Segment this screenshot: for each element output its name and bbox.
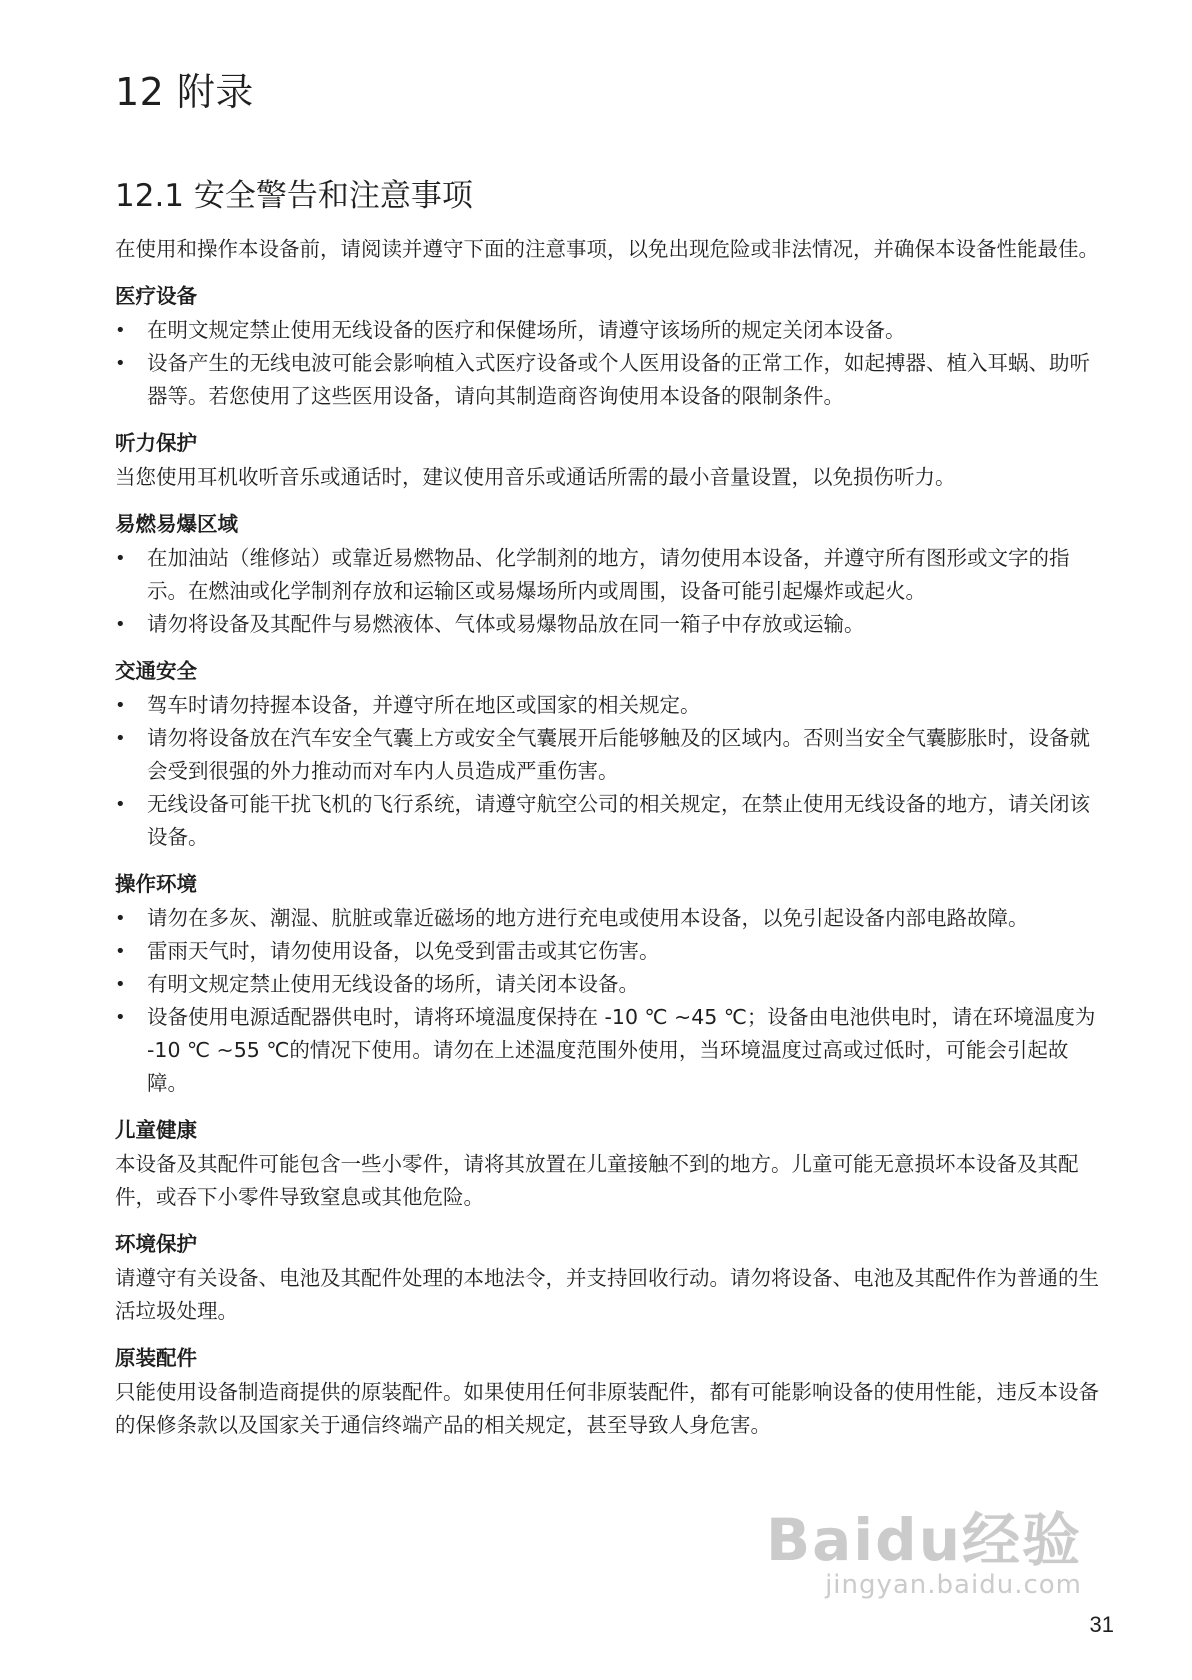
section-heading: 儿童健康 (115, 1117, 197, 1142)
list-item: • 请勿将设备及其配件与易燃液体、气体或易爆物品放在同一箱子中存放或运输。 (115, 608, 1105, 641)
list-item: • 在明文规定禁止使用无线设备的医疗和保健场所，请遵守该场所的规定关闭本设备。 (115, 314, 1105, 347)
list-item: • 雷雨天气时，请勿使用设备，以免受到雷击或其它伤害。 (115, 935, 1105, 968)
bullet-list (115, 542, 1105, 641)
list-item: • 设备使用电源适配器供电时，请将环境温度保持在 -10 ℃ ~45 ℃；设备由电池供电时，请在环境温度为 -10 ℃ ~55 ℃的情况下使用。请勿在上述温度范围外使用，当环境温度过高或过低时，可能会引起故障。 (115, 1001, 1105, 1100)
list-item: • 在加油站（维修站）或靠近易燃物品、化学制剂的地方，请勿使用本设备，并遵守所有图形或文字的指示。在燃油或化学制剂存放和运输区或易爆场所内或周围，设备可能引起爆炸或起火。 (115, 542, 1105, 608)
section-paragraph: 请遵守有关设备、电池及其配件处理的本地法令，并支持回收行动。请勿将设备、电池及其配件作为普通的生活垃圾处理。 (115, 1265, 1099, 1323)
section-paragraph: 只能使用设备制造商提供的原装配件。如果使用任何非原装配件，都有可能影响设备的使用性能，违反本设备的保修条款以及国家关于通信终端产品的相关规定，甚至导致人身危害。 (115, 1379, 1099, 1437)
section-heading: 交通安全 (115, 658, 197, 683)
bullet-icon: • (115, 793, 126, 815)
section-heading: 医疗设备 (115, 283, 197, 308)
chapter-title: 12 附录 (115, 70, 254, 114)
section-environmental-protection (115, 1228, 1105, 1328)
section-hearing-protection (115, 427, 1105, 494)
bullet-icon: • (115, 613, 126, 635)
section-medical-devices (115, 280, 1105, 413)
list-item: • 有明文规定禁止使用无线设备的场所，请关闭本设备。 (115, 968, 1105, 1001)
section-child-health (115, 1114, 1105, 1214)
list-item: • 请勿将设备放在汽车安全气囊上方或安全气囊展开后能够触及的区域内。否则当安全气囊膨胀时，设备就会受到很强的外力推动而对车内人员造成严重伤害。 (115, 722, 1105, 788)
section-heading: 操作环境 (115, 871, 197, 896)
section-paragraph: 本设备及其配件可能包含一些小零件，请将其放置在儿童接触不到的地方。儿童可能无意损坏本设备及其配件，或吞下小零件导致窒息或其他危险。 (115, 1151, 1079, 1209)
section-traffic-safety (115, 655, 1105, 854)
bullet-icon: • (115, 1006, 126, 1028)
section-heading: 原装配件 (115, 1345, 197, 1370)
watermark-brand: Baidu经验 (765, 1506, 1082, 1574)
watermark-url: jingyan.baidu.com (825, 1570, 1082, 1600)
section-heading: 环境保护 (115, 1231, 197, 1256)
section-heading: 听力保护 (115, 430, 197, 455)
bullet-icon: • (115, 352, 126, 374)
bullet-icon: • (115, 973, 126, 995)
bullet-list (115, 314, 1105, 413)
bullet-icon: • (115, 547, 126, 569)
baidu-jingyan-watermark (765, 1506, 1082, 1600)
page-number: 31 (1089, 1612, 1114, 1637)
bullet-list (115, 689, 1105, 854)
section-paragraph: 当您使用耳机收听音乐或通话时，建议使用音乐或通话所需的最小音量设置，以免损伤听力。 (115, 464, 956, 489)
bullet-list (115, 902, 1105, 1100)
intro-paragraph: 在使用和操作本设备前，请阅读并遵守下面的注意事项，以免出现危险或非法情况，并确保本设备性能最佳。 (115, 236, 1099, 261)
section-title: 12.1 安全警告和注意事项 (115, 177, 473, 214)
bullet-icon: • (115, 694, 126, 716)
bullet-icon: • (115, 907, 126, 929)
document-page (115, 70, 1105, 1456)
list-item: • 驾车时请勿持握本设备，并遵守所在地区或国家的相关规定。 (115, 689, 1105, 722)
list-item: • 无线设备可能干扰飞机的飞行系统，请遵守航空公司的相关规定，在禁止使用无线设备的地方，请关闭该设备。 (115, 788, 1105, 854)
bullet-icon: • (115, 940, 126, 962)
bullet-icon: • (115, 727, 126, 749)
bullet-icon: • (115, 319, 126, 341)
list-item: • 请勿在多灰、潮湿、肮脏或靠近磁场的地方进行充电或使用本设备，以免引起设备内部电路故障。 (115, 902, 1105, 935)
section-explosive-areas (115, 508, 1105, 641)
section-original-accessories (115, 1342, 1105, 1442)
list-item: • 设备产生的无线电波可能会影响植入式医疗设备或个人医用设备的正常工作，如起搏器、植入耳蜗、助听器等。若您使用了这些医用设备，请向其制造商咨询使用本设备的限制条件。 (115, 347, 1105, 413)
section-heading: 易燃易爆区域 (115, 511, 238, 536)
section-operating-environment (115, 868, 1105, 1100)
